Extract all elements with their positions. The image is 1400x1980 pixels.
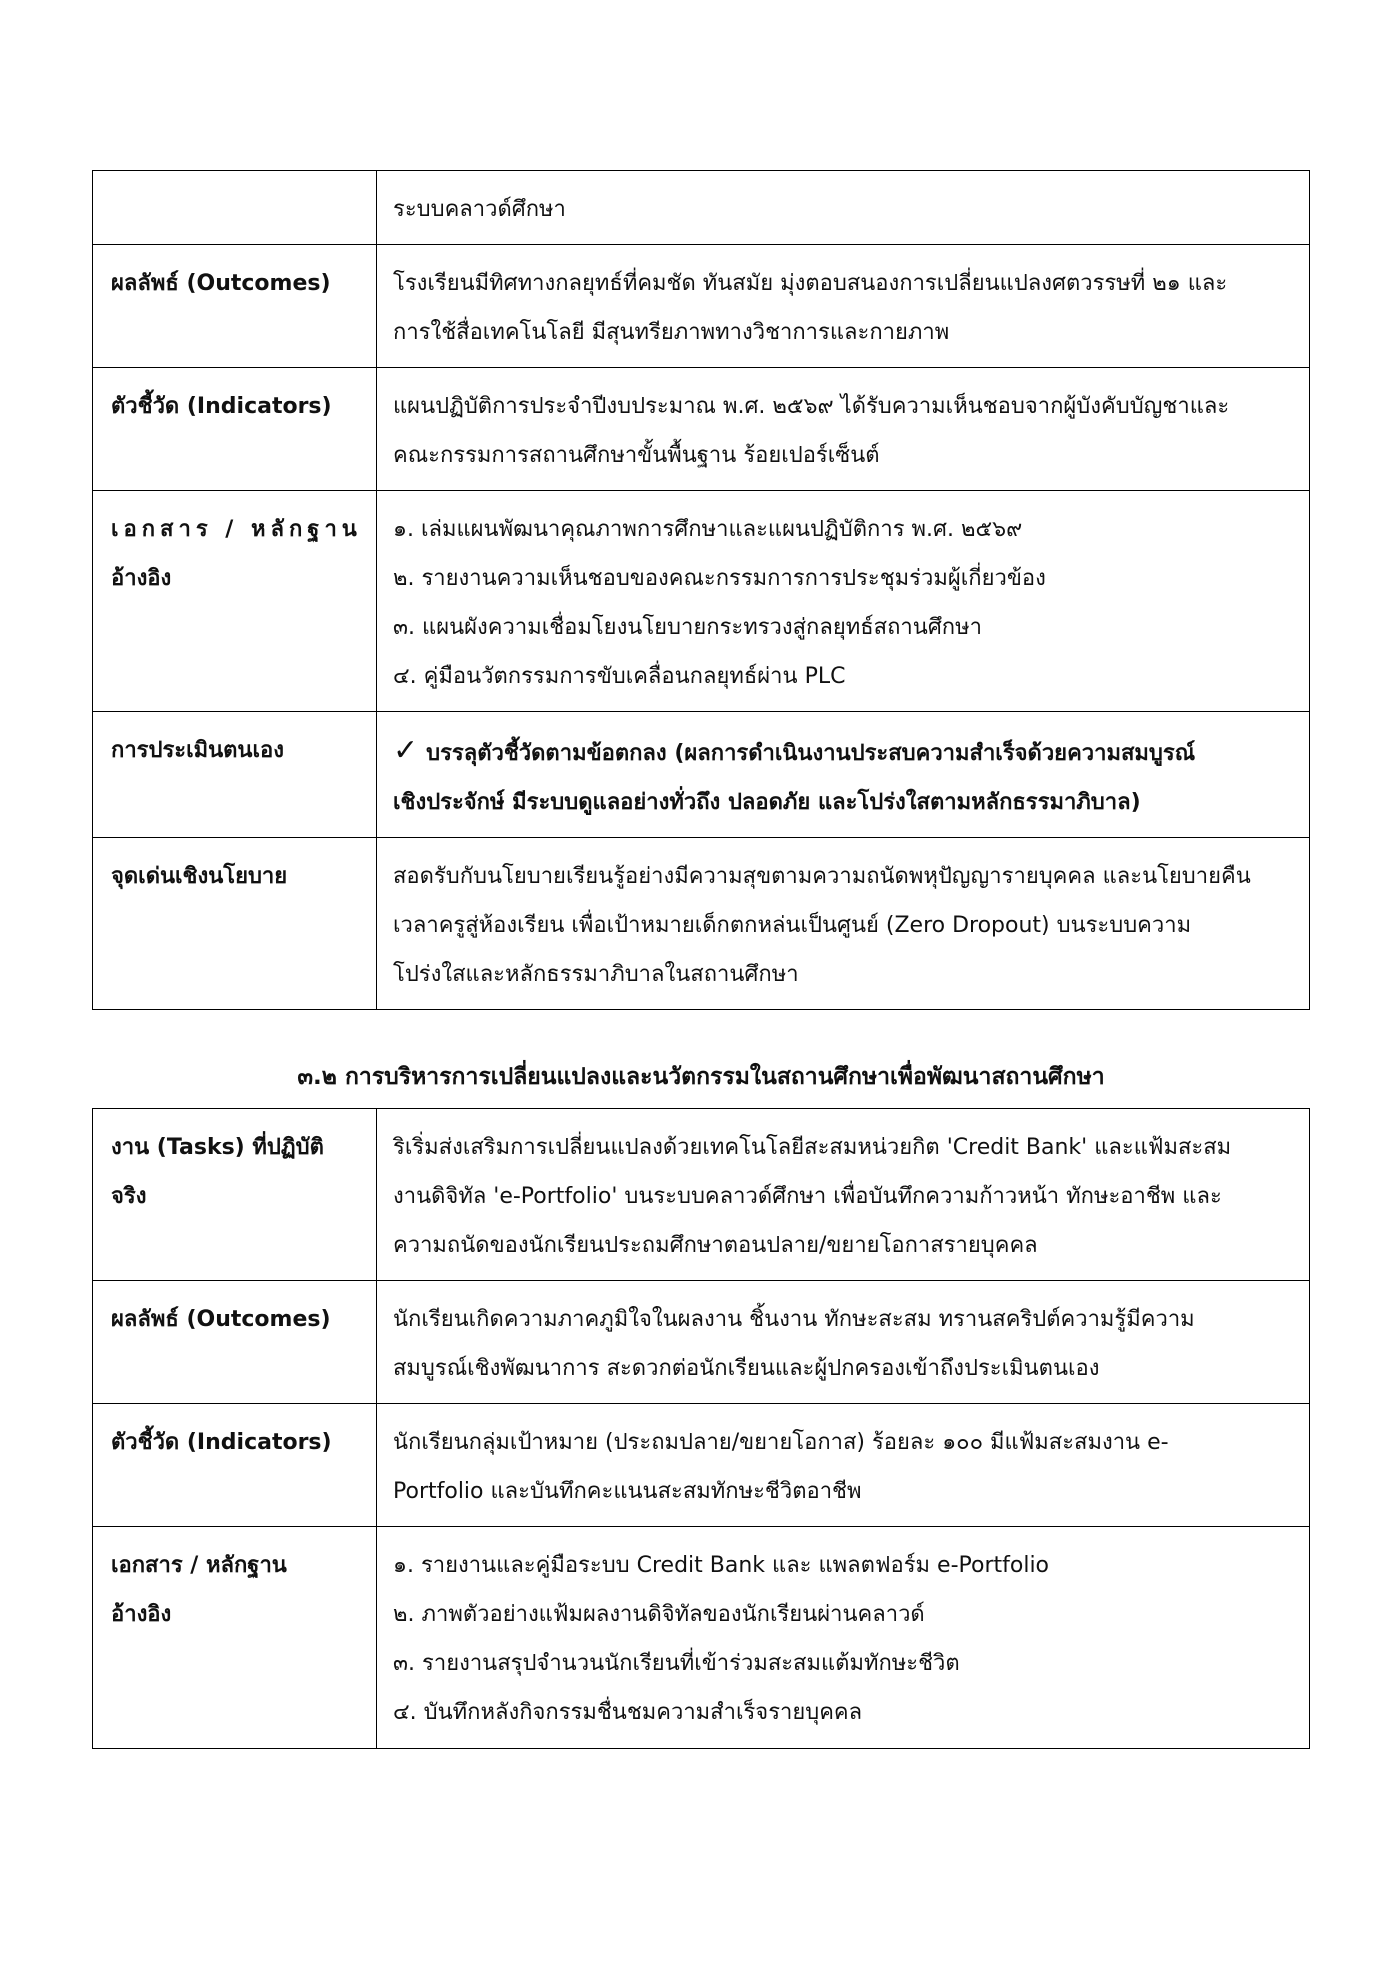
- value-line: งานดิจิทัล 'e-Portfolio' บนระบบคลาวด์ศึกษา เพื่อบันทึกความก้าวหน้า ทักษะอาชีพ และ: [393, 1184, 1222, 1209]
- row-value: [377, 368, 1310, 491]
- row-label: การประเมินตนเอง: [93, 712, 377, 838]
- table-row: [93, 712, 1310, 838]
- table-row: [93, 171, 1310, 245]
- strategy-table-1: [92, 170, 1310, 1010]
- value-line: Portfolio และบันทึกคะแนนสะสมทักษะชีวิตอาชีพ: [393, 1479, 862, 1504]
- value-line: ระบบคลาวด์ศึกษา: [393, 197, 566, 222]
- evidence-item: ๒. ภาพตัวอย่างแฟ้มผลงานดิจิทัลของนักเรียนผ่านคลาวด์: [393, 1602, 925, 1627]
- evidence-item: ๑. เล่มแผนพัฒนาคุณภาพการศึกษาและแผนปฏิบัติการ พ.ศ. ๒๕๖๙: [393, 517, 1023, 542]
- value-line: นักเรียนกลุ่มเป้าหมาย (ประถมปลาย/ขยายโอกาส) ร้อยละ ๑๐๐ มีแฟ้มสะสมงาน e-: [393, 1430, 1169, 1455]
- value-line: แผนปฏิบัติการประจำปีงบประมาณ พ.ศ. ๒๕๖๙ ได้รับความเห็นชอบจากผู้บังคับบัญชาและ: [393, 394, 1230, 419]
- row-label: ตัวชี้วัด (Indicators): [93, 1404, 377, 1527]
- section-heading: ๓.๒ การบริหารการเปลี่ยนแปลงและนวัตกรรมในสถานศึกษาเพื่อพัฒนาสถานศึกษา: [297, 1064, 1105, 1090]
- row-label: ผลลัพธ์ (Outcomes): [93, 1281, 377, 1404]
- row-value: [377, 245, 1310, 368]
- table-row: [93, 1109, 1310, 1281]
- value-line: สอดรับกับนโยบายเรียนรู้อย่างมีความสุขตามความถนัดพหุปัญญารายบุคคล และนโยบายคืน: [393, 864, 1251, 889]
- table-row: [93, 368, 1310, 491]
- row-value: [377, 171, 1310, 245]
- evidence-item: ๓. รายงานสรุปจำนวนนักเรียนที่เข้าร่วมสะสมแต้มทักษะชีวิต: [393, 1651, 960, 1676]
- strategy-table-2: [92, 1108, 1310, 1749]
- row-label: ตัวชี้วัด (Indicators): [93, 368, 377, 491]
- value-line: โรงเรียนมีทิศทางกลยุทธ์ที่คมชัด ทันสมัย มุ่งตอบสนองการเปลี่ยนแปลงศตวรรษที่ ๒๑ และ: [393, 271, 1228, 296]
- row-label: [93, 1109, 377, 1281]
- table-row: [93, 1527, 1310, 1749]
- evidence-item: ๒. รายงานความเห็นชอบของคณะกรรมการการประชุมร่วมผู้เกี่ยวข้อง: [393, 566, 1046, 591]
- row-value: [377, 1109, 1310, 1281]
- value-line: การใช้สื่อเทคโนโลยี มีสุนทรียภาพทางวิชาการและกายภาพ: [393, 320, 950, 345]
- value-line: [393, 726, 1293, 778]
- label-line: อ้างอิง: [111, 566, 172, 591]
- document-page: [92, 170, 1310, 1749]
- table-row: [93, 1281, 1310, 1404]
- row-value: [377, 1527, 1310, 1749]
- value-line: เชิงประจักษ์ มีระบบดูแลอย่างทั่วถึง ปลอดภัย และโปร่งใสตามหลักธรรมาภิบาล): [393, 790, 1141, 815]
- value-line: นักเรียนเกิดความภาคภูมิใจในผลงาน ชิ้นงาน ทักษะสะสม ทรานสคริปต์ความรู้มีความ: [393, 1307, 1195, 1332]
- check-icon: ✓: [393, 733, 419, 768]
- value-line: ความถนัดของนักเรียนประถมศึกษาตอนปลาย/ขยายโอกาสรายบุคคล: [393, 1233, 1038, 1258]
- row-label: ผลลัพธ์ (Outcomes): [93, 245, 377, 368]
- evidence-item: ๑. รายงานและคู่มือระบบ Credit Bank และ แพลตฟอร์ม e-Portfolio: [393, 1553, 1050, 1578]
- table-row: [93, 1404, 1310, 1527]
- label-line: จริง: [111, 1184, 147, 1209]
- label-line: เอกสาร / หลักฐาน: [111, 517, 362, 542]
- row-value: [377, 1404, 1310, 1527]
- value-line: คณะกรรมการสถานศึกษาขั้นพื้นฐาน ร้อยเปอร์เซ็นต์: [393, 443, 880, 468]
- assessment-text: บรรลุตัวชี้วัดตามข้อตกลง (ผลการดำเนินงานประสบความสำเร็จด้วยความสมบูรณ์: [426, 741, 1196, 766]
- label-line: งาน (Tasks) ที่ปฏิบัติ: [111, 1135, 324, 1160]
- evidence-item: ๔. บันทึกหลังกิจกรรมชื่นชมความสำเร็จรายบุคคล: [393, 1700, 863, 1725]
- table-row: [93, 491, 1310, 712]
- value-line: สมบูรณ์เชิงพัฒนาการ สะดวกต่อนักเรียนและผู้ปกครองเข้าถึงประเมินตนเอง: [393, 1356, 1100, 1381]
- row-label: [93, 491, 377, 712]
- value-line: ริเริ่มส่งเสริมการเปลี่ยนแปลงด้วยเทคโนโลยีสะสมหน่วยกิต 'Credit Bank' และแฟ้มสะสม: [393, 1135, 1232, 1160]
- table-row: [93, 245, 1310, 368]
- row-label: [93, 171, 377, 245]
- value-line: โปร่งใสและหลักธรรมาภิบาลในสถานศึกษา: [393, 962, 799, 987]
- row-value: [377, 491, 1310, 712]
- row-value: [377, 712, 1310, 838]
- row-label: จุดเด่นเชิงนโยบาย: [93, 838, 377, 1010]
- row-label: [93, 1527, 377, 1749]
- label-line: อ้างอิง: [111, 1602, 172, 1627]
- row-value: [377, 838, 1310, 1010]
- table-row: [93, 838, 1310, 1010]
- row-value: [377, 1281, 1310, 1404]
- value-line: เวลาครูสู่ห้องเรียน เพื่อเป้าหมายเด็กตกหล่นเป็นศูนย์ (Zero Dropout) บนระบบความ: [393, 913, 1192, 938]
- evidence-item: ๓. แผนผังความเชื่อมโยงนโยบายกระทรวงสู่กลยุทธ์สถานศึกษา: [393, 615, 982, 640]
- evidence-item: ๔. คู่มือนวัตกรรมการขับเคลื่อนกลยุทธ์ผ่าน PLC: [393, 664, 846, 689]
- label-line: เอกสาร / หลักฐาน: [111, 1553, 287, 1578]
